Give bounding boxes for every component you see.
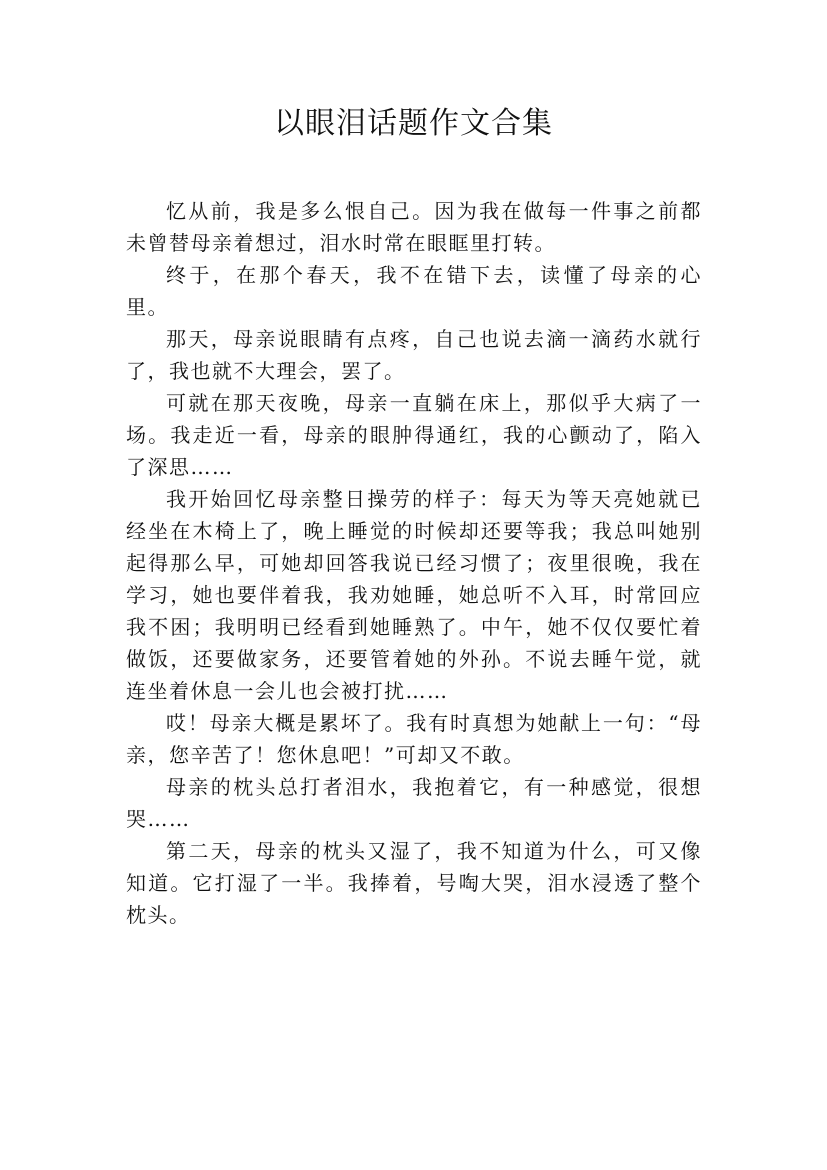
document-title: 以眼泪话题作文合集 bbox=[274, 106, 553, 141]
paragraph: 终于，在那个春天，我不在错下去，读懂了母亲的心里。 bbox=[126, 263, 702, 319]
paragraph: 忆从前，我是多么恨自己。因为我在做每一件事之前都未曾替母亲着想过，泪水时常在眼眶里打转。 bbox=[126, 199, 702, 255]
paragraph: 母亲的枕头总打者泪水，我抱着它，有一种感觉，很想哭…… bbox=[126, 775, 702, 831]
paragraph: 可就在那天夜晚，母亲一直躺在床上，那似乎大病了一场。我走近一看，母亲的眼肿得通红，我的心颤动了，陷入了深思…… bbox=[126, 391, 702, 479]
paragraph: 第二天，母亲的枕头又湿了，我不知道为什么，可又像知道。它打湿了一半。我捧着，号啕大哭，泪水浸透了整个枕头。 bbox=[126, 839, 702, 927]
paragraph: 哎！母亲大概是累坏了。我有时真想为她献上一句：“母亲，您辛苦了！您休息吧！”可却又不敢。 bbox=[126, 711, 702, 767]
document-body bbox=[126, 195, 702, 931]
paragraph: 那天，母亲说眼睛有点疼，自己也说去滴一滴药水就行了，我也就不大理会，罢了。 bbox=[126, 327, 702, 383]
paragraph: 我开始回忆母亲整日操劳的样子：每天为等天亮她就已经坐在木椅上了，晚上睡觉的时候却还要等我；我总叫她别起得那么早，可她却回答我说已经习惯了；夜里很晚，我在学习，她也要伴着我，我劝她睡，她总听不入耳，时常回应我不困；我明明已经看到她睡熟了。中午，她不仅仅要忙着做饭，还要做家务，还要管着她的外孙。不说去睡午觉，就连坐着休息一会儿也会被打扰…… bbox=[126, 487, 702, 703]
